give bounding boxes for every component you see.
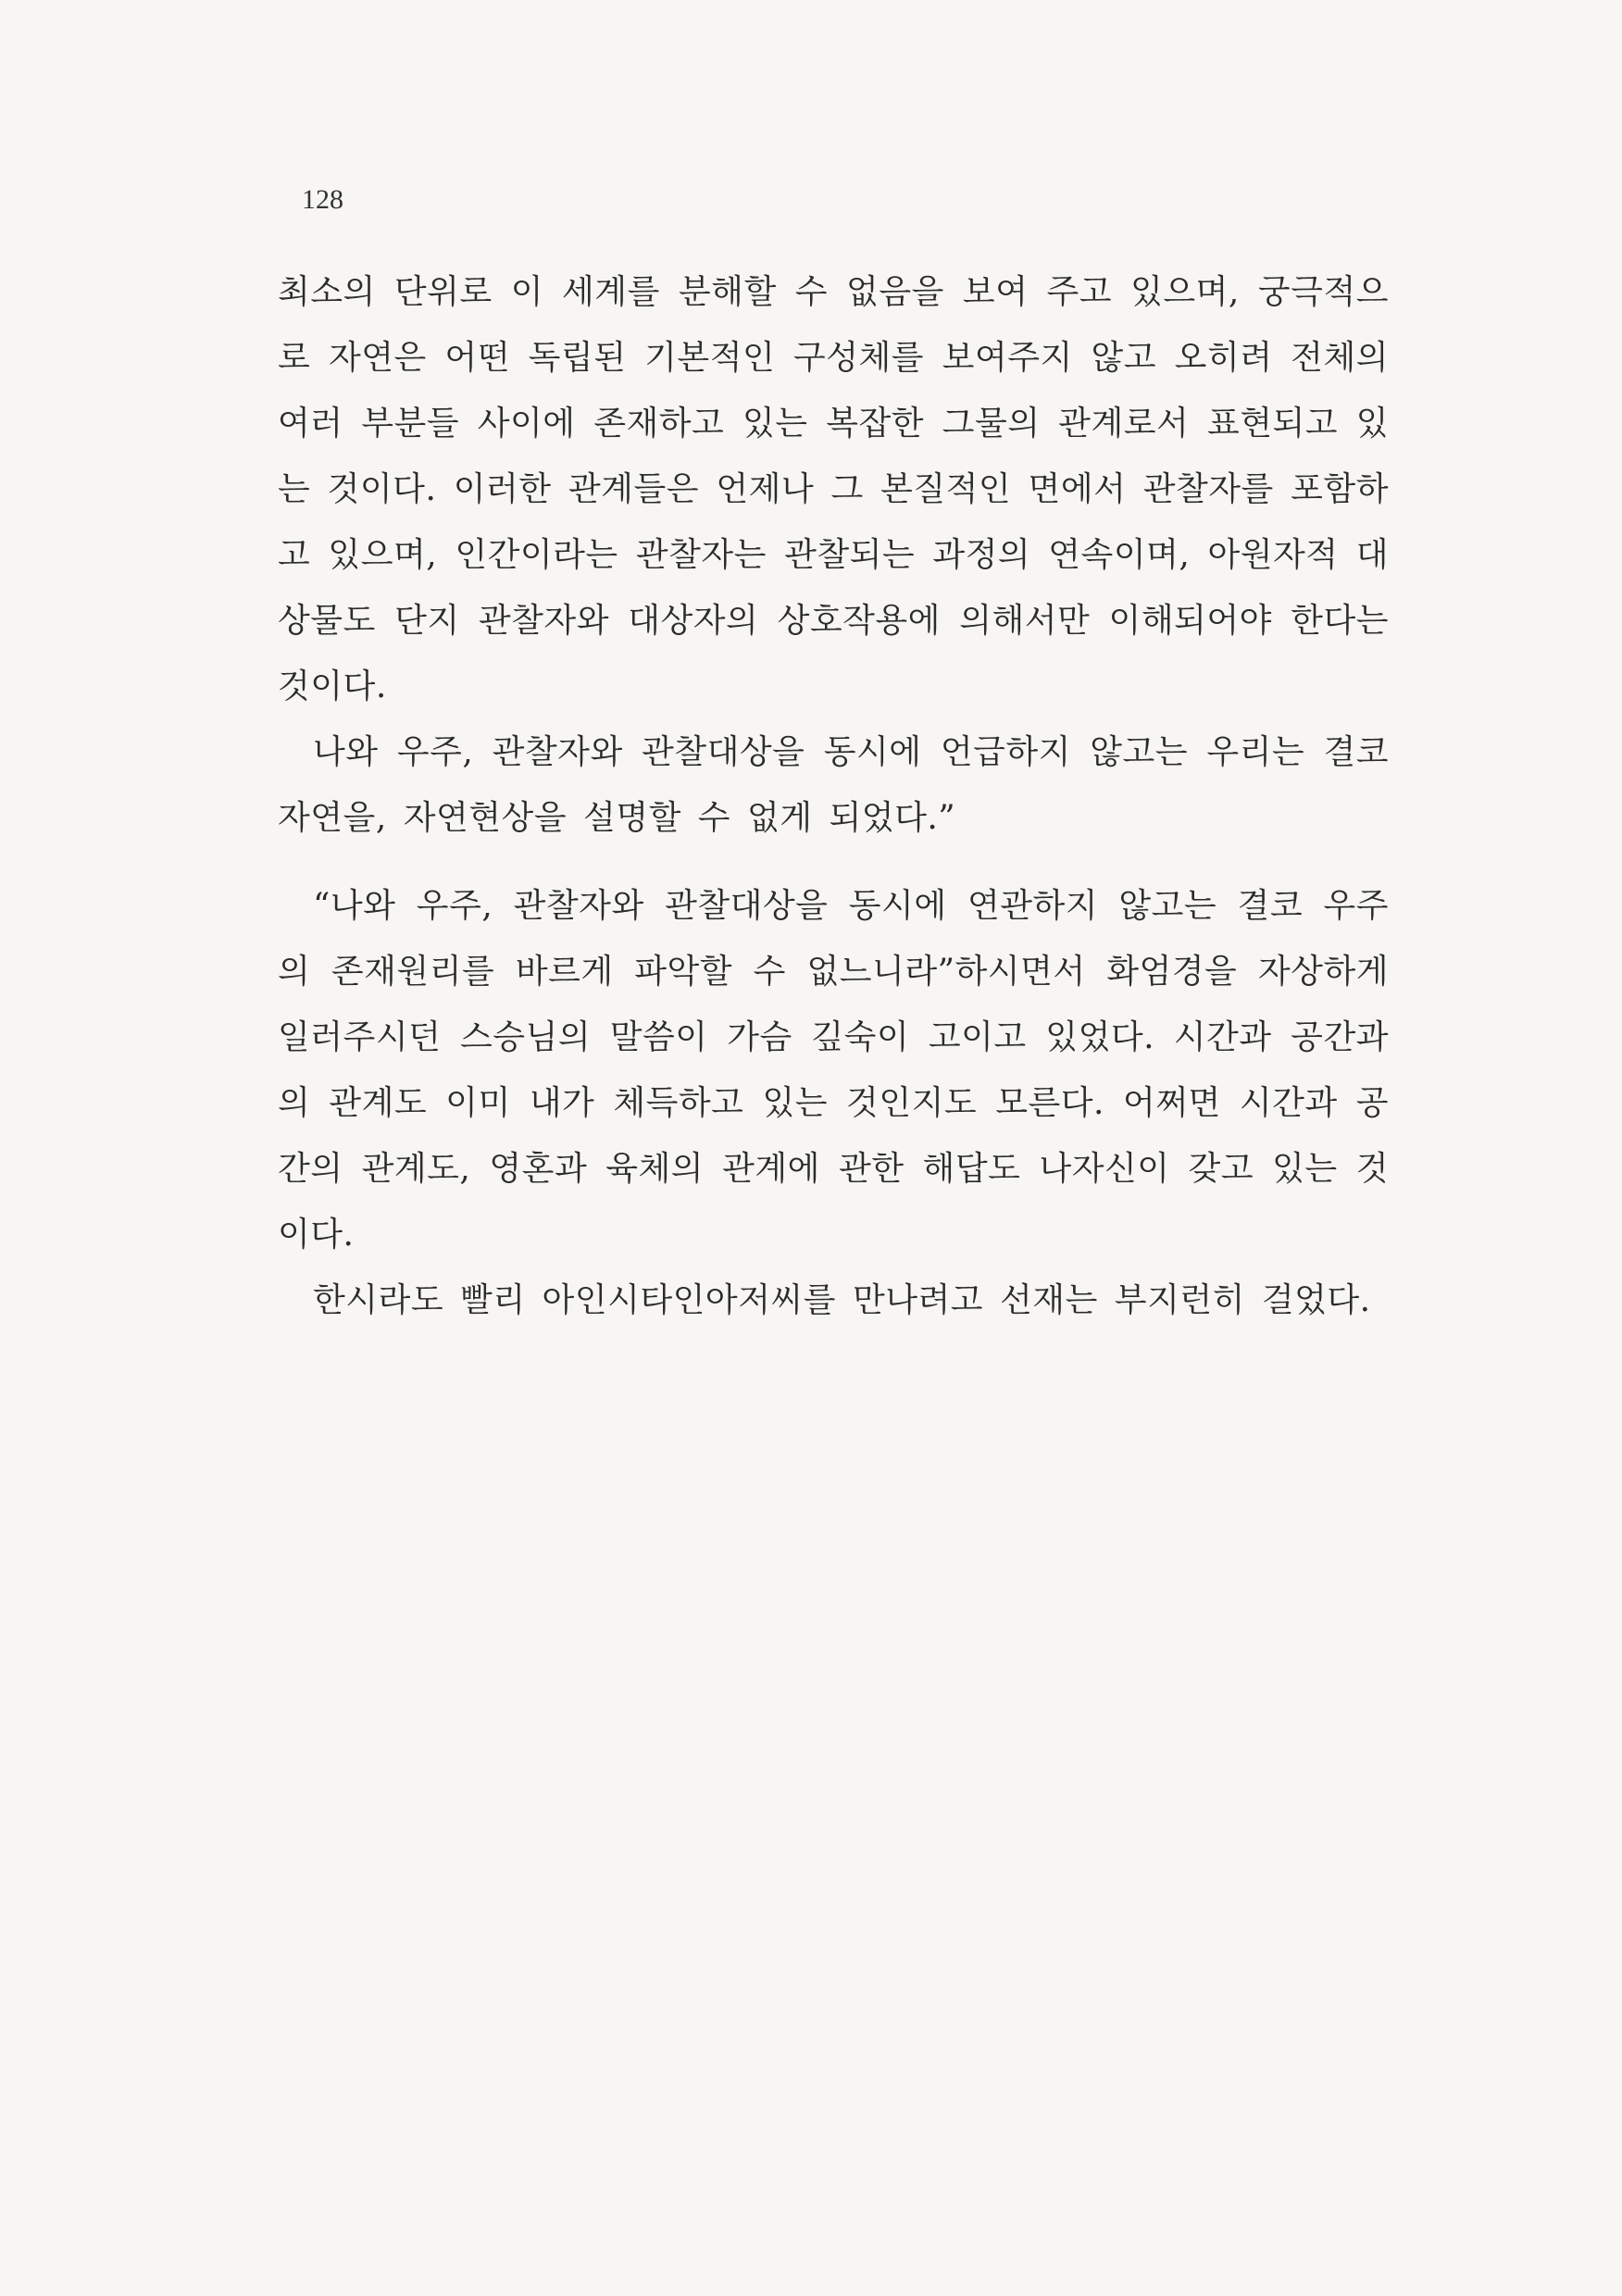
paragraph-2: 나와 우주, 관찰자와 관찰대상을 동시에 언급하지 않고는 우리는 결코 자연을, 자연현상을 설명할 수 없게 되었다.” [278, 733, 1389, 837]
page-number: 128 [302, 184, 343, 215]
body-text [278, 259, 1389, 1333]
paragraph-4: 한시라도 빨리 아인시타인아저씨를 만나려고 선재는 부지런히 걸었다. [313, 1281, 1371, 1319]
paragraph-1: 최소의 단위로 이 세계를 분해할 수 없음을 보여 주고 있으며, 궁극적으로 자연은 어떤 독립된 기본적인 구성체를 보여주지 않고 오히려 전체의 여러 부분들 사이에 존재하고 있는 복잡한 그물의 관계로서 표현되고 있는 것이다. 이러한 관계들은 언제나 그 본질적인 면에서 관찰자를 포함하고 있으며, 인간이라는 관찰자는 관찰되는 과정의 연속이며, 아원자적 대상물도 단지 관찰자와 대상자의 상호작용에 의해서만 이해되어야 한다는 것이다. [278, 273, 1389, 705]
paragraph-gap [278, 851, 1389, 873]
paragraph-3: “나와 우주, 관찰자와 관찰대상을 동시에 연관하지 않고는 결코 우주의 존재원리를 바르게 파악할 수 없느니라”하시면서 화엄경을 자상하게 일러주시던 스승님의 말씀이 가슴 깊숙이 고이고 있었다. 시간과 공간과의 관계도 이미 내가 체득하고 있는 것인지도 모른다. 어쩌면 시간과 공간의 관계도, 영혼과 육체의 관계에 관한 해답도 나자신이 갖고 있는 것이다. [278, 887, 1389, 1254]
